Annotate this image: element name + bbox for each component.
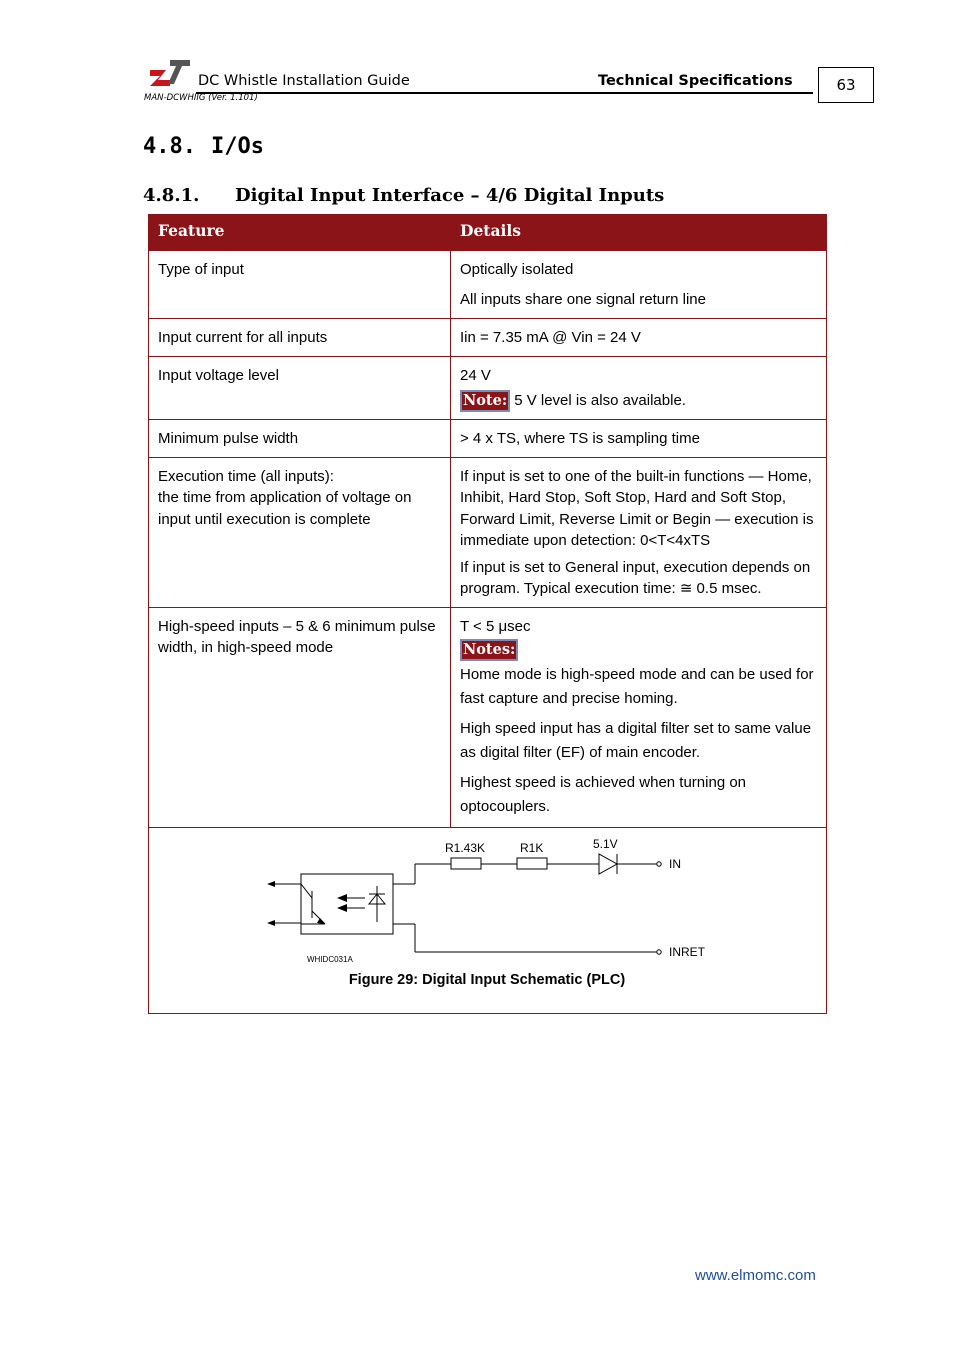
table-row: [149, 420, 827, 458]
feature-cell: Input current for all inputs: [149, 319, 451, 357]
feature-cell: Input voltage level: [149, 356, 451, 420]
page-number: 63: [818, 67, 874, 103]
note-label: Note:: [460, 390, 510, 412]
resistor-label-1: R1.43K: [445, 840, 486, 855]
details-text: T < 5 μsec: [460, 617, 531, 635]
table-row: [149, 319, 827, 357]
details-text: All inputs share one signal return line: [460, 291, 706, 308]
feature-cell: High-speed inputs – 5 & 6 minimum pulse width, in high-speed mode: [149, 607, 451, 827]
section-number: 4.8.: [143, 134, 196, 159]
resistor-label-2: R1K: [520, 840, 544, 855]
section-heading-text: I/Os: [211, 134, 264, 159]
details-text: > 4 x TS, where TS is sampling time: [460, 430, 700, 447]
figure-cell: [149, 827, 827, 1013]
table-row: [149, 251, 827, 319]
feature-cell: [149, 457, 451, 607]
details-text: 24 V: [460, 366, 491, 384]
figure-row: [149, 827, 827, 1013]
table-row: [149, 356, 827, 420]
feature-cell: Type of input: [149, 251, 451, 319]
column-header-feature: Feature: [149, 215, 451, 251]
document-title: DC Whistle Installation Guide: [198, 73, 410, 89]
details-cell: [451, 319, 827, 357]
table-row: [149, 457, 827, 607]
details-text: Iin = 7.35 mA @ Vin = 24 V: [460, 329, 641, 346]
details-cell: [451, 607, 827, 827]
note-text: Highest speed is achieved when turning on optocouplers.: [460, 773, 747, 815]
in-terminal-label: IN: [669, 856, 681, 871]
details-text: Optically isolated: [460, 261, 574, 278]
section-heading: [143, 134, 264, 159]
note-text: 5 V level is also available.: [514, 392, 686, 409]
digital-input-schematic: [265, 836, 715, 968]
column-header-details: Details: [451, 215, 827, 251]
version-label: MAN-DCWHIIG (Ver. 1.101): [144, 93, 258, 103]
feature-cell: Minimum pulse width: [149, 420, 451, 458]
table-header-row: [149, 215, 827, 251]
header-divider: [196, 92, 813, 94]
details-cell: [451, 457, 827, 607]
note-text: High speed input has a digital filter set to same value as digital filter (EF) of main encoder.: [460, 719, 812, 761]
details-cell: [451, 420, 827, 458]
subsection-heading: [143, 185, 664, 206]
table-row: [149, 607, 827, 827]
inret-terminal-label: INRET: [669, 944, 705, 959]
details-cell: [451, 356, 827, 420]
figure-caption: Figure 29: Digital Input Schematic (PLC): [348, 971, 626, 988]
footer-website-link[interactable]: www.elmomc.com: [695, 1267, 816, 1284]
note-text: Home mode is high-speed mode and can be used for fast capture and precise homing.: [460, 665, 814, 707]
details-text: If input is set to one of the built-in functions — Home, Inhibit, Hard Stop, Soft Stop, Hard and Soft Stop, Forward Limit, Reverse Limit or Begin — execution is immediate upon detection: 0<T<4xTS: [460, 467, 814, 549]
feature-text: the time from application of voltage on input until execution is complete: [158, 489, 412, 528]
spec-table: [148, 214, 827, 1014]
subsection-number: 4.8.1.: [143, 185, 200, 206]
feature-text: Execution time (all inputs):: [158, 467, 334, 485]
drawing-id-label: WHIDC031A: [307, 954, 353, 964]
notes-label: Notes:: [460, 639, 518, 661]
chapter-title: Technical Specifications: [598, 73, 793, 89]
zener-label: 5.1V: [593, 836, 618, 851]
details-text: If input is set to General input, execution depends on program. Typical execution time: ≅ 0.5 msec.: [460, 558, 811, 597]
subsection-heading-text: Digital Input Interface – 4/6 Digital Inputs: [235, 185, 665, 206]
details-cell: [451, 251, 827, 319]
elmo-logo: [148, 58, 190, 88]
